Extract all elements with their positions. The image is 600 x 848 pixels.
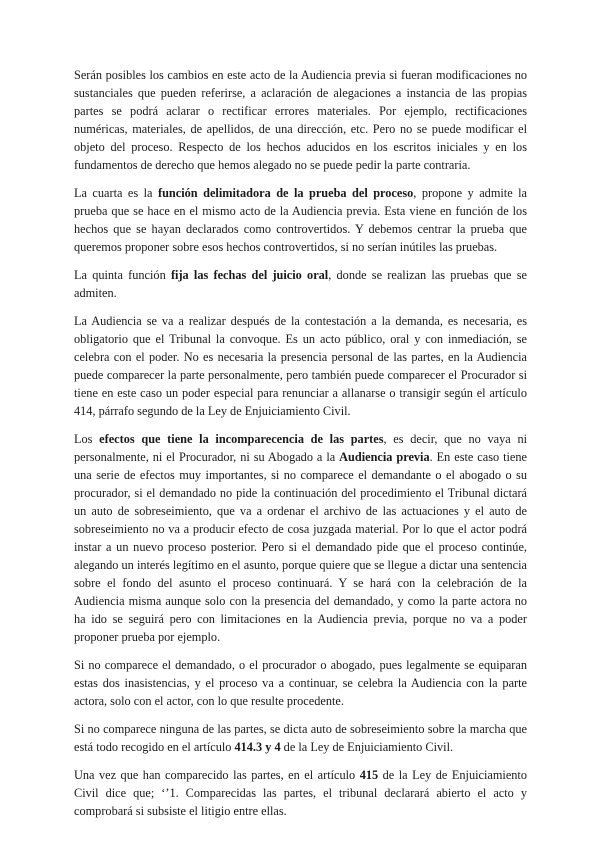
paragraph-text: Si no comparece ninguna de las partes, se dicta auto de sobreseimiento sobre la marcha que está todo recogido en el artículo bbox=[74, 722, 527, 754]
paragraph-cambios-audiencia-previa bbox=[74, 66, 527, 174]
paragraph-text: de la Ley de Enjuiciamiento Civil dice que; ‘’1. Comparecidas las partes, el tribunal declarará abierto el acto y comprobará si subsiste el litigio entre ellas. bbox=[74, 768, 527, 818]
paragraph-articulo-415 bbox=[74, 766, 527, 820]
bold-term: 415 bbox=[359, 768, 379, 782]
paragraph-text: Una vez que han comparecido las partes, en el artículo bbox=[74, 768, 360, 782]
bold-term: fija las fechas del juicio oral bbox=[170, 268, 329, 282]
paragraph-text: . En este caso tiene una serie de efectos muy importantes, si no comparece el demandante o el abogado o su procurador, si el demandado no pide la continuación del procedimiento el Tribunal dictará un auto de sobreseimiento, que va a ordenar el archivo de las actuaciones y el auto de sobreseimiento no va a producir efecto de cosa juzgada material. Por lo que el actor podrá instar a un nuevo proceso posterior. Pero si el demandado pide que el proceso continúe, alegando un interés legítimo en el asunto, porque quiere que se llegue a dictar una sentencia sobre el fondo del asunto el proceso continuará. Y se hará con la celebración de la Audiencia misma aunque solo con la presencia del demandado, y como la parte actora no ha ido se seguirá pero con limitaciones en la Audiencia previa, porque no va a poder proponer prueba por ejemplo. bbox=[74, 450, 527, 644]
paragraph-efectos-incomparecencia bbox=[74, 430, 527, 646]
paragraph-no-comparece-demandado bbox=[74, 656, 527, 710]
paragraph-quinta-funcion bbox=[74, 266, 527, 302]
paragraph-realizacion-audiencia bbox=[74, 312, 527, 420]
paragraph-text: , donde se realizan las pruebas que se admiten. bbox=[74, 268, 527, 300]
paragraph-no-comparece-ninguna bbox=[74, 720, 527, 756]
paragraph-text: , es decir, que no vaya ni personalmente, ni el Procurador, ni su Abogado a la bbox=[74, 432, 528, 464]
paragraph-text: Si no comparece el demandado, o el procurador o abogado, pues legalmente se equiparan estas dos inasistencias, y el proceso va a continuar, se celebra la Audiencia con la parte actora, solo con el actor, con lo que resulte procedente. bbox=[74, 658, 527, 708]
paragraph-text: de la Ley de Enjuiciamiento Civil. bbox=[280, 740, 454, 754]
bold-term: efectos que tiene la incomparecencia de las partes bbox=[99, 432, 384, 446]
paragraph-text: La quinta función bbox=[74, 268, 171, 282]
bold-term: función delimitadora de la prueba del proceso bbox=[158, 186, 414, 200]
bold-term: Audiencia previa bbox=[339, 450, 430, 464]
paragraph-text: La cuarta es la bbox=[74, 186, 158, 200]
document-page bbox=[74, 66, 527, 830]
paragraph-text: La Audiencia se va a realizar después de la contestación a la demanda, es necesaria, es obligatorio que el Tribunal la convoque. Es un acto público, oral y con inmediación, se celebra con el poder. No es necesaria la presencia personal de las partes, en la Audiencia puede comparecer la parte personalmente, pero también puede comparecer el Procurador si tiene en este caso un poder especial para renunciar a allanarse o transigir según el artículo 414, párrafo segundo de la Ley de Enjuiciamiento Civil. bbox=[74, 314, 527, 418]
paragraph-text: Los bbox=[74, 432, 100, 446]
paragraph-text: , propone y admite la prueba que se hace en el mismo acto de la Audiencia previa. Esta viene en función de los hechos que se hayan declarados como controvertidos. Y debemos centrar la prueba que queremos proponer sobre esos hechos controvertidos, si no serían inútiles las pruebas. bbox=[74, 186, 528, 254]
paragraph-funcion-delimitadora bbox=[74, 184, 527, 256]
bold-term: 414.3 y 4 bbox=[234, 740, 281, 754]
paragraph-text: Serán posibles los cambios en este acto de la Audiencia previa si fueran modificaciones no sustanciales que pueden referirse, a aclaración de alegaciones a instancia de las propias partes se podrá aclarar o rectificar errores materiales. Por ejemplo, rectificaciones numéricas, materiales, de apellidos, de una dirección, etc. Pero no se puede modificar el objeto del proceso. Respecto de los hechos aducidos en los escritos iniciales y en los fundamentos de derecho que hemos alegado no se puede pedir la parte contraria. bbox=[74, 68, 527, 172]
